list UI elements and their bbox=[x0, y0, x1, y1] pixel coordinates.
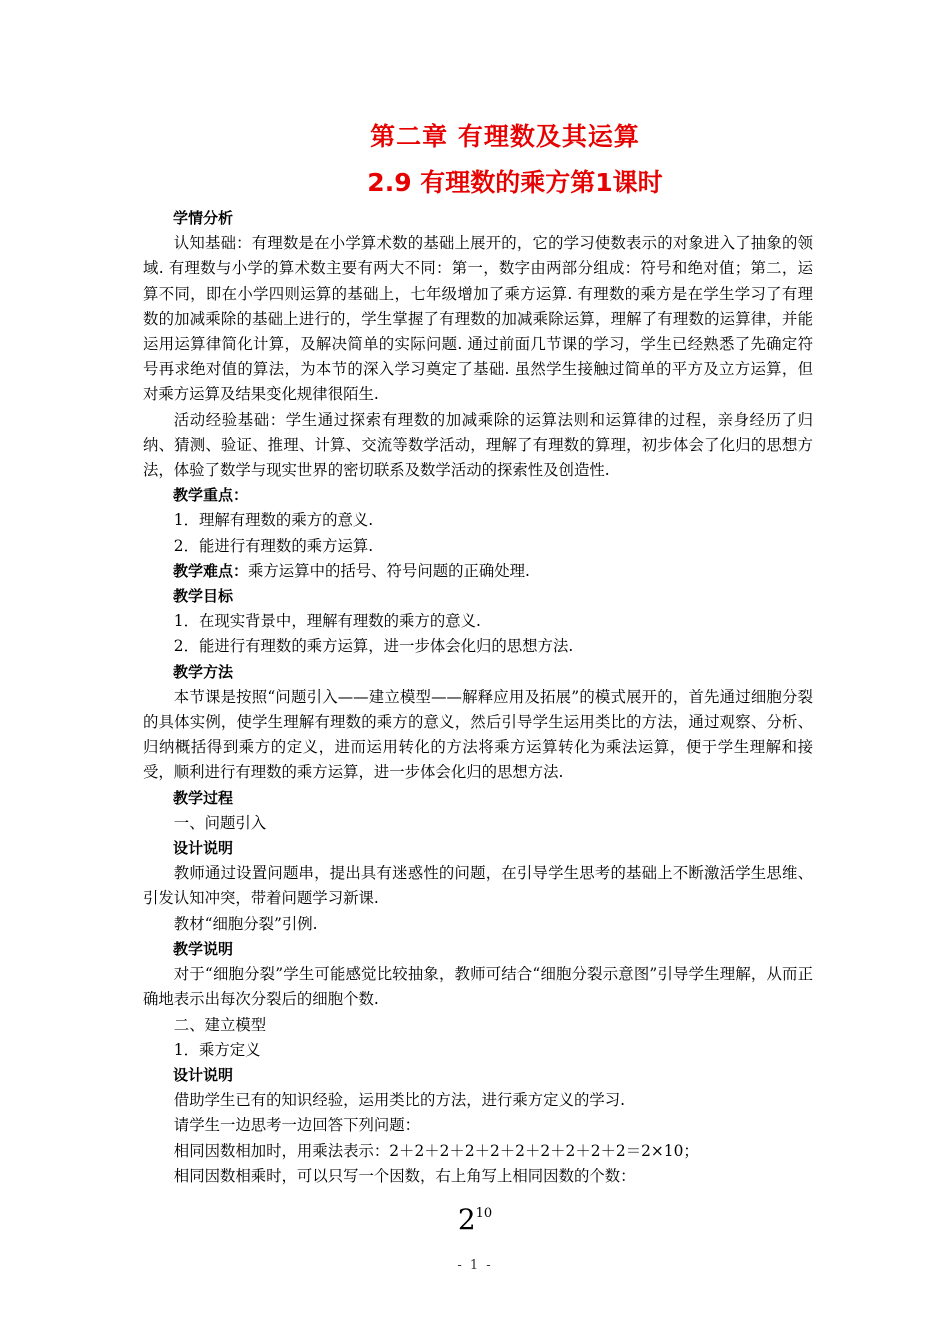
paragraph: 本节课是按照“问题引入——建立模型——解释应用及拓展”的模式展开的，首先通过细胞分裂的具体实例，使学生理解有理数的乘方的意义，然后引导学生运用类比的方法，通过观察、分析、归纳概括得到乘方的定义，进而运用转化的方法将乘方运算转化为乘法运算，便于学生理解和接受，顺利进行有理数的乘方运算，进一步体会化归的思想方法. bbox=[143, 687, 813, 782]
power-expression bbox=[0, 1196, 950, 1238]
paragraph: 相同因数相乘时，可以只写一个因数，右上角写上相同因数的个数： bbox=[173, 1166, 636, 1185]
section-heading: 设计说明 bbox=[173, 839, 234, 858]
paragraph: 教材“细胞分裂”引例. bbox=[173, 914, 318, 933]
paragraph: 1．乘方定义 bbox=[173, 1040, 261, 1059]
section-heading: 教学重点： bbox=[173, 486, 249, 505]
paragraph: 教师通过设置问题串，提出具有迷惑性的问题，在引导学生思考的基础上不断激活学生思维、引发认知冲突，带着问题学习新课. bbox=[143, 864, 813, 908]
section-heading: 教学目标 bbox=[173, 587, 234, 606]
paragraph: 对于“细胞分裂”学生可能感觉比较抽象，教师可结合“细胞分裂示意图”引导学生理解，从而正确地表示出每次分裂后的细胞个数. bbox=[143, 965, 813, 1009]
section-heading: 教学过程 bbox=[173, 788, 234, 807]
paragraph: 借助学生已有的知识经验，运用类比的方法，进行乘方定义的学习. bbox=[173, 1091, 626, 1110]
document-body bbox=[143, 206, 813, 1189]
section-heading: 教学说明 bbox=[173, 939, 234, 958]
heading-label: 教学难点： bbox=[173, 561, 249, 580]
section-heading: 设计说明 bbox=[173, 1065, 234, 1084]
paragraph: 一、问题引入 bbox=[173, 813, 267, 832]
section-heading: 学情分析 bbox=[173, 209, 234, 227]
heading-content: 乘方运算中的括号、符号问题的正确处理. bbox=[248, 561, 530, 580]
section-heading-inline bbox=[143, 559, 813, 584]
paragraph: 二、建立模型 bbox=[173, 1015, 267, 1034]
paragraph: 活动经验基础：学生通过探索有理数的加减乘除的运算法则和运算律的过程，亲身经历了归纳、猜测、验证、推理、计算、交流等数学活动，理解了有理数的算理，初步体会了化归的思想方法，体验了数学与现实世界的密切联系及数学活动的探索性及创造性. bbox=[143, 410, 813, 480]
section-heading: 教学方法 bbox=[173, 662, 234, 681]
paragraph: 1．在现实背景中，理解有理数的乘方的意义. bbox=[173, 612, 481, 631]
paragraph: 2．能进行有理数的乘方运算，进一步体会化归的思想方法. bbox=[173, 637, 574, 656]
power-base: 2 bbox=[457, 1203, 476, 1236]
paragraph: 请学生一边思考一边回答下列问题： bbox=[173, 1116, 421, 1135]
paragraph: 1．理解有理数的乘方的意义. bbox=[173, 511, 374, 530]
page-number: - 1 - bbox=[457, 1258, 493, 1273]
paragraph: 2．能进行有理数的乘方运算. bbox=[173, 536, 374, 555]
paragraph: 相同因数相加时，用乘法表示：2＋2＋2＋2＋2＋2＋2＋2＋2＋2＝2×10； bbox=[173, 1141, 699, 1160]
chapter-title: 第二章 有理数及其运算 bbox=[370, 122, 640, 151]
power-exponent: 10 bbox=[475, 1206, 493, 1221]
paragraph: 认知基础：有理数是在小学算术数的基础上展开的，它的学习使数表示的对象进入了抽象的领域. 有理数与小学的算术数主要有两大不同：第一，数字由两部分组成：符号和绝对值；第二，运算不同，即在小学四则运算的基础上，七年级增加了乘方运算. 有理数的乘方是在学生学习了有理数的加减乘除的基础上进行的，学生掌握了有理数的加减乘除运算，理解了有理数的运算律，并能运用运算律简化计算，及解决简单的实际问题. 通过前面几节课的学习，学生已经熟悉了先确定符号再求绝对值的算法，为本节的深入学习奠定了基础. 虽然学生接触过简单的平方及立方运算，但对乘方运算及结果变化规律很陌生. bbox=[143, 234, 813, 404]
lesson-title: 2.9 有理数的乘方第1课时 bbox=[367, 168, 663, 197]
